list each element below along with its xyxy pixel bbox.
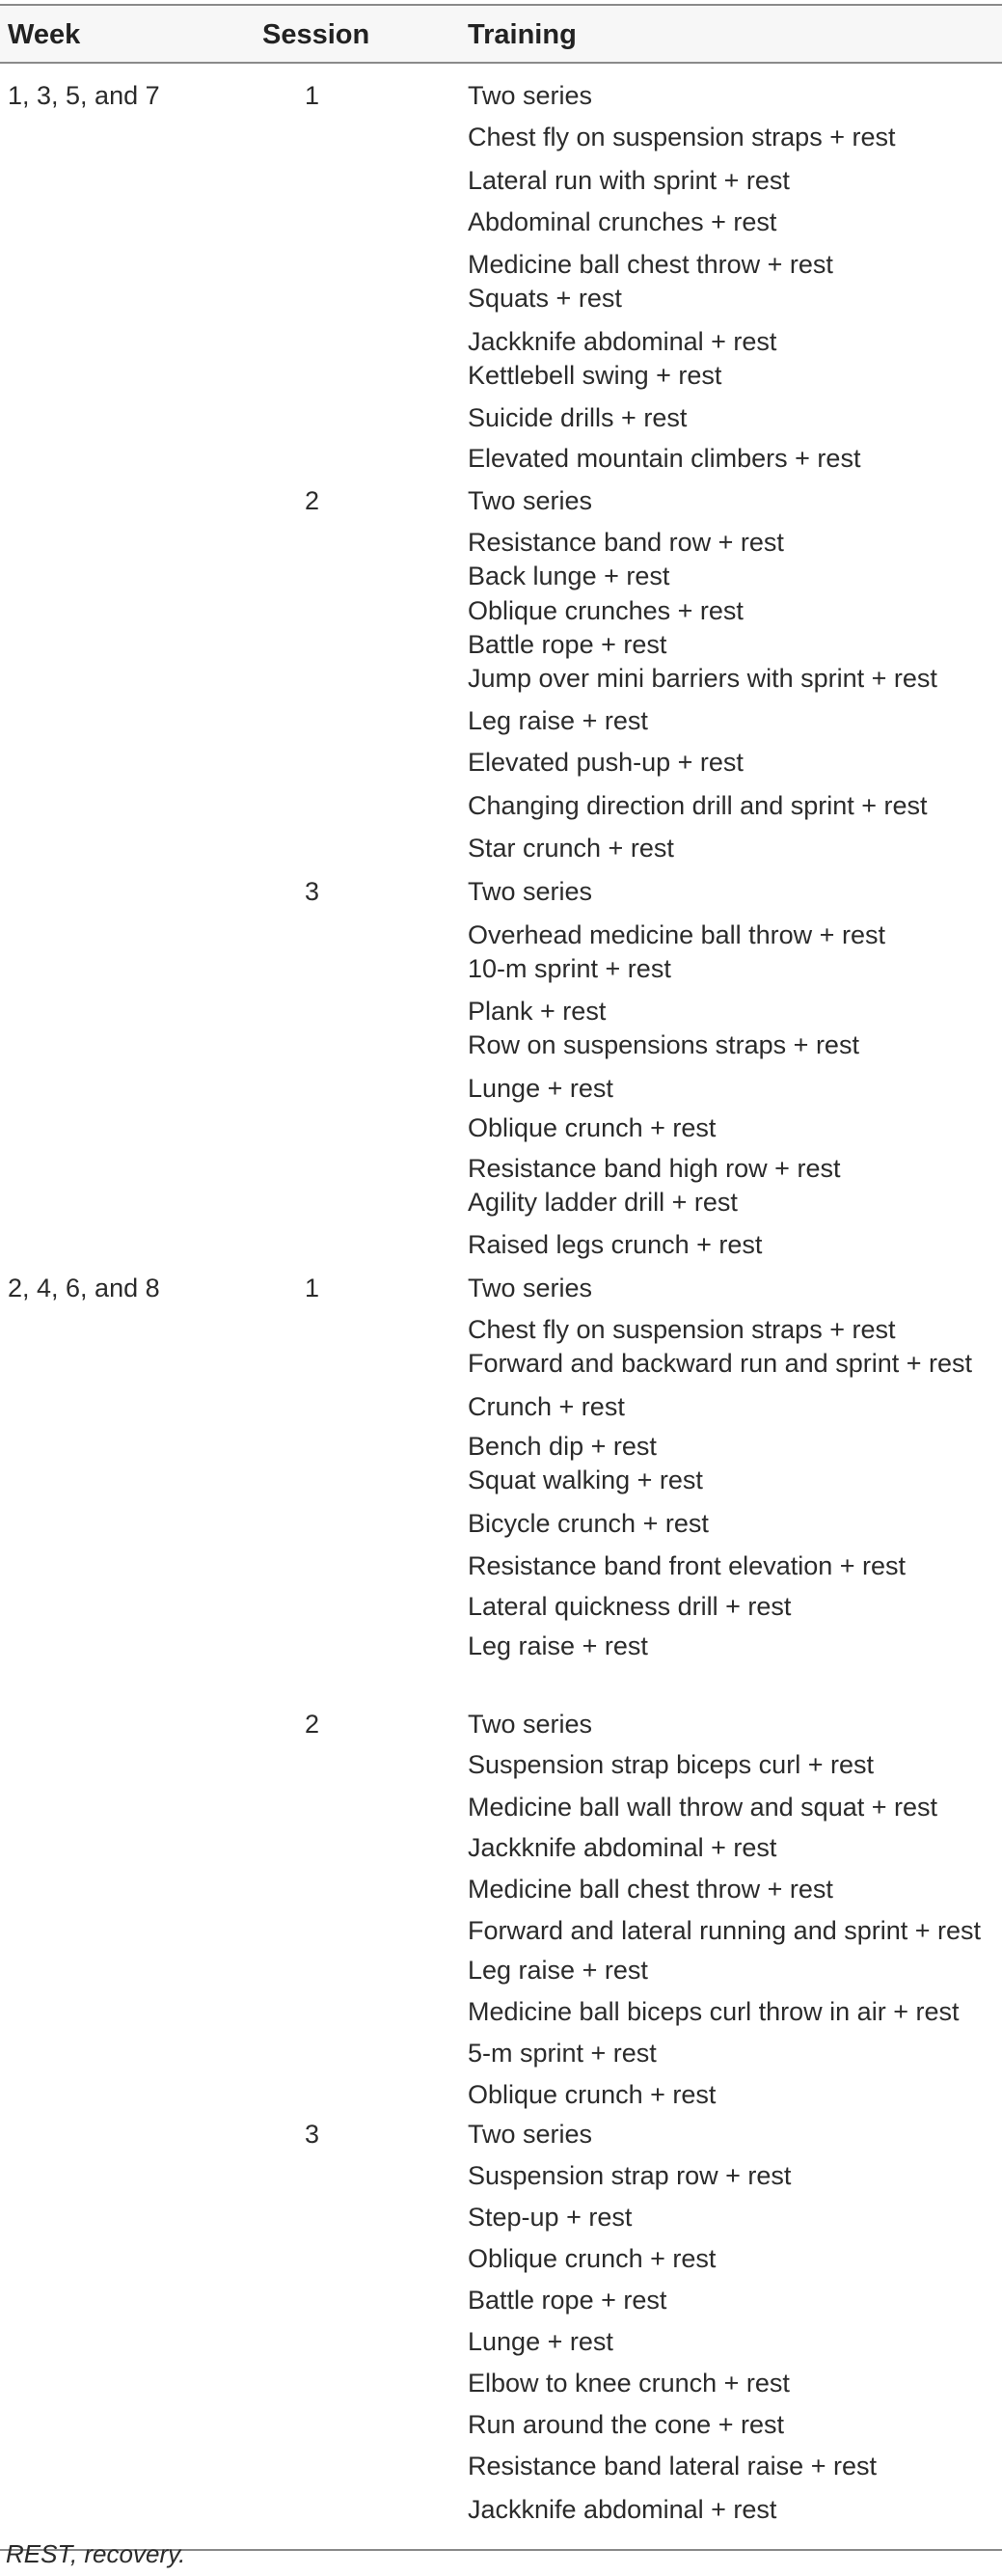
- training-item: Oblique crunch + rest: [468, 1113, 717, 1143]
- training-item: Changing direction drill and sprint + rest: [468, 790, 928, 820]
- session-number: 3: [305, 876, 320, 906]
- training-item: Two series: [468, 1710, 593, 1740]
- training-item: Jump over mini barriers with sprint + rest: [468, 663, 937, 693]
- training-item: Raised legs crunch + rest: [468, 1230, 763, 1260]
- training-item: Medicine ball chest throw + rest: [468, 250, 833, 280]
- training-item: Two series: [468, 486, 593, 516]
- training-item: Two series: [468, 876, 593, 906]
- training-item: Oblique crunch + rest: [468, 2244, 717, 2274]
- session-number: 1: [305, 81, 320, 110]
- training-item: Jackknife abdominal + rest: [468, 1832, 777, 1862]
- training-item: Battle rope + rest: [468, 629, 667, 659]
- training-item: Back lunge + rest: [468, 562, 670, 591]
- training-item: Agility ladder drill + rest: [468, 1187, 738, 1217]
- week-label: 1, 3, 5, and 7: [8, 81, 160, 110]
- training-item: Forward and lateral running and sprint + rest: [468, 1915, 982, 1945]
- training-item: Run around the cone + rest: [468, 2410, 784, 2440]
- training-item: Oblique crunches + rest: [468, 595, 744, 625]
- training-item: Oblique crunch + rest: [468, 2079, 717, 2109]
- training-item: Elevated mountain climbers + rest: [468, 443, 861, 473]
- training-item: Bench dip + rest: [468, 1431, 657, 1461]
- session-number: 1: [305, 1273, 320, 1302]
- training-item: Squat walking + rest: [468, 1465, 703, 1494]
- training-item: Leg raise + rest: [468, 706, 648, 736]
- training-item: Row on suspensions straps + rest: [468, 1030, 859, 1060]
- training-item: Elevated push-up + rest: [468, 748, 744, 778]
- training-item: Elbow to knee crunch + rest: [468, 2369, 790, 2398]
- training-item: Resistance band front elevation + rest: [468, 1551, 907, 1581]
- training-item: Leg raise + rest: [468, 1631, 648, 1660]
- training-item: Step-up + rest: [468, 2203, 633, 2233]
- training-item: Medicine ball biceps curl throw in air + rest: [468, 1996, 960, 2026]
- training-item: Two series: [468, 2120, 593, 2150]
- training-item: Lateral run with sprint + rest: [468, 165, 790, 195]
- training-item: Overhead medicine ball throw + rest: [468, 919, 885, 949]
- training-item: Lateral quickness drill + rest: [468, 1591, 792, 1621]
- training-item: Medicine ball chest throw + rest: [468, 1874, 833, 1904]
- training-item: Two series: [468, 81, 593, 110]
- training-item: Medicine ball wall throw and squat + rest: [468, 1793, 938, 1822]
- header-week: Week: [8, 19, 81, 50]
- training-item: Suspension strap row + rest: [468, 2161, 792, 2191]
- training-item: Kettlebell swing + rest: [468, 360, 722, 390]
- session-number: 3: [305, 2120, 320, 2150]
- training-item: Battle rope + rest: [468, 2286, 667, 2316]
- training-item: Jackknife abdominal + rest: [468, 326, 777, 356]
- training-item: Suicide drills + rest: [468, 403, 688, 433]
- training-item: Chest fly on suspension straps + rest: [468, 1314, 896, 1344]
- training-item: 5-m sprint + rest: [468, 2038, 657, 2068]
- training-item: Bicycle crunch + rest: [468, 1508, 709, 1538]
- header-training: Training: [468, 19, 577, 50]
- week-label: 2, 4, 6, and 8: [8, 1273, 160, 1302]
- training-item: Lunge + rest: [468, 1073, 613, 1103]
- session-number: 2: [305, 486, 320, 516]
- table-footnote: REST, recovery.: [6, 2539, 186, 2568]
- training-item: Star crunch + rest: [468, 834, 674, 863]
- training-item: Lunge + rest: [468, 2327, 613, 2357]
- training-item: Plank + rest: [468, 997, 607, 1027]
- training-item: Leg raise + rest: [468, 1955, 648, 1985]
- training-item: Suspension strap biceps curl + rest: [468, 1749, 874, 1779]
- training-item: Crunch + rest: [468, 1391, 625, 1421]
- training-item: Squats + rest: [468, 284, 622, 314]
- training-item: Resistance band lateral raise + rest: [468, 2452, 877, 2481]
- training-item: Forward and backward run and sprint + rest: [468, 1348, 973, 1378]
- session-number: 2: [305, 1710, 320, 1740]
- header-session: Session: [262, 19, 370, 50]
- training-item: Resistance band row + rest: [468, 528, 784, 558]
- training-item: Chest fly on suspension straps + rest: [468, 123, 896, 151]
- training-item: 10-m sprint + rest: [468, 953, 671, 983]
- training-item: Jackknife abdominal + rest: [468, 2495, 777, 2524]
- table-header: [0, 4, 1002, 64]
- training-item: Resistance band high row + rest: [468, 1153, 841, 1183]
- training-item: Abdominal crunches + rest: [468, 206, 777, 236]
- training-item: Two series: [468, 1273, 593, 1302]
